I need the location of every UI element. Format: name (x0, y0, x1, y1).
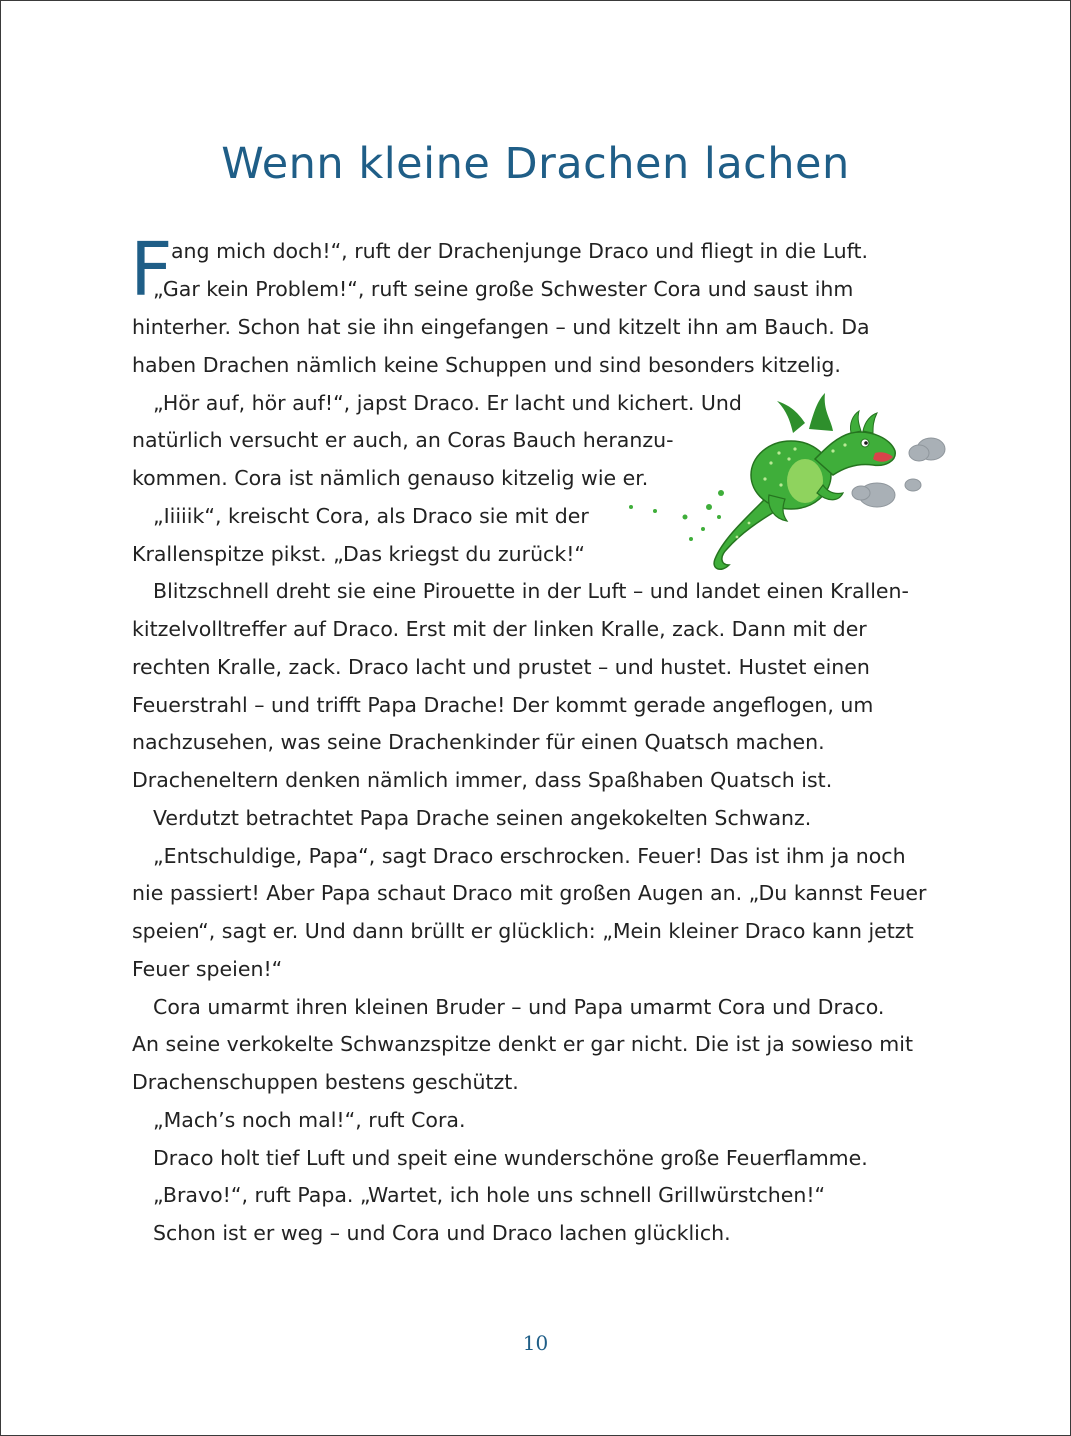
text-line: kitzelvolltreffer auf Draco. Erst mit der linken Kralle, zack. Dann mit der (132, 617, 867, 641)
drop-cap: F (130, 227, 173, 313)
text-line: An seine verkokelte Schwanzspitze denkt er gar nicht. Die ist ja sowieso mit (132, 1032, 913, 1056)
text-line: Blitzschnell dreht sie eine Pirouette in der Luft – und landet einen Krallen- (153, 579, 909, 603)
text-line: Verdutzt betrachtet Papa Drache seinen angekokelten Schwanz. (153, 806, 812, 830)
page-title: Wenn kleine Drachen lachen (221, 139, 850, 189)
spark-dots (629, 490, 724, 541)
text-line: „Bravo!“, ruft Papa. „Wartet, ich hole uns schnell Grillwürstchen!“ (153, 1183, 826, 1207)
page-number: 10 (522, 1331, 549, 1355)
text-line: „Entschuldige, Papa“, sagt Draco erschrocken. Feuer! Das ist ihm ja noch (153, 844, 906, 868)
text-line: Dracheneltern denken nämlich immer, dass Spaßhaben Quatsch ist. (132, 768, 833, 792)
text-line: Cora umarmt ihren kleinen Bruder – und Papa umarmt Cora und Draco. (153, 995, 885, 1019)
text-line: Schon ist er weg – und Cora und Draco lachen glücklich. (153, 1221, 731, 1245)
text-line: „Iiiiik“, kreischt Cora, als Draco sie mit der (153, 504, 589, 528)
dragon-illustration (619, 389, 949, 575)
text-line: Feuer speien!“ (132, 957, 283, 981)
text-line: haben Drachen nämlich keine Schuppen und sind besonders kitzelig. (132, 353, 841, 377)
text-line: natürlich versucht er auch, an Coras Bauch heranzu- (132, 428, 674, 452)
text-line: rechten Kralle, zack. Draco lacht und prustet – und hustet. Hustet einen (132, 655, 870, 679)
text-line: „Gar kein Problem!“, ruft seine große Schwester Cora und saust ihm (153, 277, 854, 301)
text-line: kommen. Cora ist nämlich genauso kitzelig wie er. (132, 466, 649, 490)
text-line: „Hör auf, hör auf!“, japst Draco. Er lacht und kichert. Und (153, 391, 742, 415)
text-line: hinterher. Schon hat sie ihn eingefangen – und kitzelt ihn am Bauch. Da (132, 315, 870, 339)
text-line: „Mach’s noch mal!“, ruft Cora. (153, 1108, 466, 1132)
text-line: speien“, sagt er. Und dann brüllt er glücklich: „Mein kleiner Draco kann jetzt (132, 919, 914, 943)
text-line: Draco holt tief Luft und speit eine wunderschöne große Feuerflamme. (153, 1146, 868, 1170)
text-line: ang mich doch!“, ruft der Drachenjunge Draco und fliegt in die Luft. (171, 239, 868, 263)
text-line: Krallenspitze pikst. „Das kriegst du zurück!“ (132, 542, 586, 566)
text-line: Feuerstrahl – und trifft Papa Drache! Der kommt gerade angeflogen, um (132, 693, 874, 717)
text-line: Drachenschuppen bestens geschützt. (132, 1070, 519, 1094)
text-line: nie passiert! Aber Papa schaut Draco mit großen Augen an. „Du kannst Feuer (132, 881, 927, 905)
text-line: nachzusehen, was seine Drachenkinder für einen Quatsch machen. (132, 730, 825, 754)
